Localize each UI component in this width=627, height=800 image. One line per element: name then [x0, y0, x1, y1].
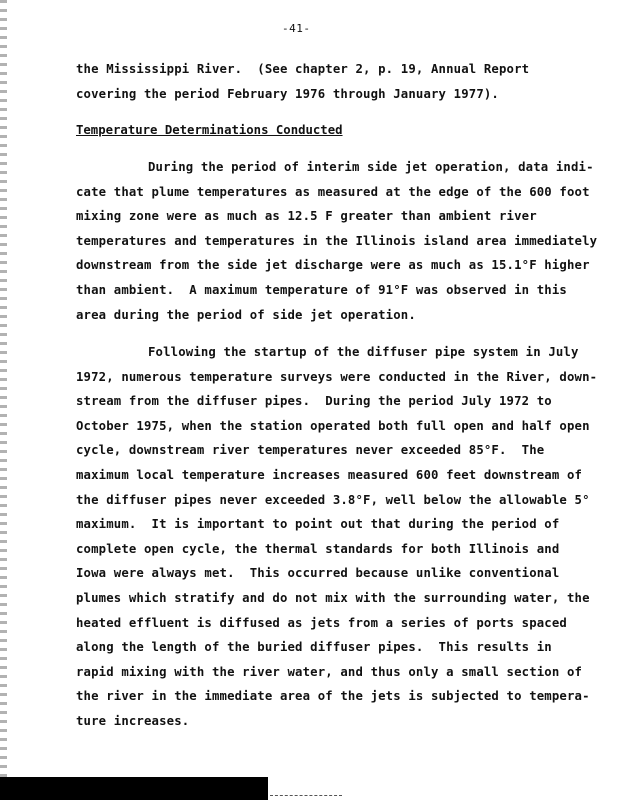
- text-line: covering the period February 1976 through January 1977).: [76, 86, 499, 101]
- text-line: mixing zone were as much as 12.5 F greater than ambient river: [76, 209, 537, 224]
- scan-artifact-line: [270, 795, 342, 796]
- text-line: area during the period of side jet operation.: [76, 307, 416, 322]
- paragraph-side-jet: [76, 155, 597, 327]
- text-line: maximum. It is important to point out that during the period of: [76, 517, 560, 532]
- section-heading: Temperature Determinations Conducted: [76, 123, 343, 137]
- text-line: heated effluent is diffused as jets from a series of ports spaced: [76, 615, 567, 630]
- text-line: October 1975, when the station operated both full open and half open: [76, 418, 590, 433]
- text-line: stream from the diffuser pipes. During the period July 1972 to: [76, 394, 552, 409]
- text-line: downstream from the side jet discharge were as much as 15.1°F higher: [76, 258, 590, 273]
- text-line: than ambient. A maximum temperature of 91°F was observed in this: [76, 282, 567, 297]
- text-line: Following the startup of the diffuser pipe system in July: [148, 345, 579, 359]
- text-line: along the length of the buried diffuser pipes. This results in: [76, 640, 552, 655]
- text-line: 1972, numerous temperature surveys were conducted in the River, down-: [76, 369, 598, 384]
- text-line: rapid mixing with the river water, and thus only a small section of: [76, 664, 583, 679]
- scan-left-edge: [0, 0, 7, 800]
- text-line: During the period of interim side jet operation, data indi-: [148, 160, 594, 174]
- paragraph-diffuser: [76, 340, 597, 734]
- text-line: temperatures and temperatures in the Illinois island area immediately: [76, 233, 598, 248]
- text-line: cate that plume temperatures as measured at the edge of the 600 foot: [76, 184, 590, 199]
- text-line: cycle, downstream river temperatures never exceeded 85°F. The: [76, 443, 545, 458]
- text-line: complete open cycle, the thermal standards for both Illinois and: [76, 541, 560, 556]
- intro-text: [76, 57, 529, 106]
- text-line: the Mississippi River. (See chapter 2, p. 19, Annual Report: [76, 62, 530, 76]
- text-line: ture increases.: [76, 713, 190, 728]
- text-line: the river in the immediate area of the jets is subjected to tempera-: [76, 689, 590, 704]
- page-number: -41-: [282, 22, 311, 35]
- text-line: maximum local temperature increases measured 600 feet downstream of: [76, 467, 583, 482]
- text-line: plumes which stratify and do not mix with the surrounding water, the: [76, 590, 590, 605]
- text-line: the diffuser pipes never exceeded 3.8°F, well below the allowable 5°: [76, 492, 590, 507]
- text-line: Iowa were always met. This occurred because unlike conventional: [76, 566, 560, 581]
- redaction-bar: [0, 777, 268, 800]
